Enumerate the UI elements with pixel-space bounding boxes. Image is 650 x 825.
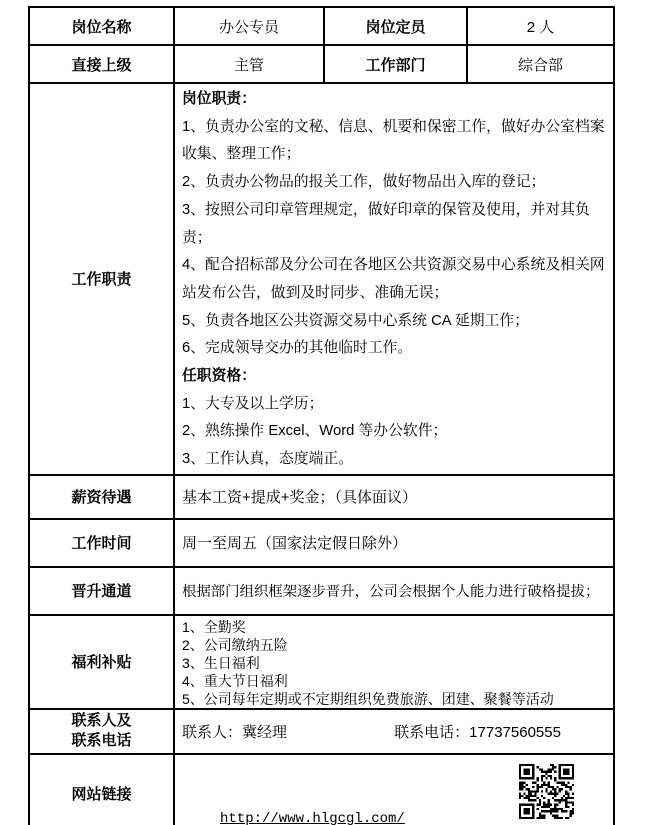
responsibility-item: 2、负责办公物品的报关工作，做好物品出入库的登记； — [182, 174, 546, 191]
responsibilities-title: 岗位职责： — [182, 91, 256, 107]
row-duties — [29, 83, 614, 475]
website-link[interactable]: http://www.hlgcgl.com/ — [220, 810, 405, 825]
contact-person: 联系人：冀经理 — [182, 723, 288, 741]
responsibility-item: 1、负责办公室的文秘、信息、机要和保密工作，做好办公室档案收集、整理工作； — [182, 118, 605, 163]
position-name-value: 办公专员 — [174, 7, 324, 45]
duties-content — [174, 83, 614, 475]
supervisor-label: 直接上级 — [29, 45, 174, 83]
row-contact — [29, 709, 614, 754]
benefits-content — [174, 615, 614, 709]
row-benefits — [29, 615, 614, 709]
salary-value: 基本工资+提成+奖金；（具体面议） — [174, 475, 614, 519]
benefit-item: 3、生日福利 — [182, 654, 260, 671]
contact-label-line1: 联系人及 — [71, 712, 132, 730]
website-label: 网站链接 — [29, 754, 174, 825]
contact-phone: 联系电话：17737560555 — [394, 723, 561, 741]
row-promotion — [29, 567, 614, 615]
row-salary — [29, 475, 614, 519]
qualifications-title: 任职资格： — [182, 368, 256, 385]
qr-code-icon — [519, 764, 574, 819]
responsibility-item: 3、按照公司印章管理规定，做好印章的保管及使用，并对其负责； — [182, 201, 590, 246]
position-name-label: 岗位名称 — [29, 7, 174, 45]
promotion-value: 根据部门组织框架逐步晋升，公司会根据个人能力进行破格提拔； — [174, 567, 614, 615]
headcount-value: 2 人 — [467, 7, 614, 45]
benefits-label: 福利补贴 — [29, 615, 174, 709]
benefit-item: 5、公司每年定期或不定期组织免费旅游、团建、聚餐等活动 — [182, 690, 554, 707]
headcount-label: 岗位定员 — [324, 7, 467, 45]
duties-label: 工作职责 — [29, 83, 174, 475]
benefit-item: 4、重大节日福利 — [182, 672, 288, 689]
department-value: 综合部 — [467, 45, 614, 83]
row-work-time — [29, 519, 614, 567]
qualification-item: 1、大专及以上学历； — [182, 395, 324, 412]
benefit-item: 1、全勤奖 — [182, 618, 246, 635]
contact-content — [174, 709, 614, 754]
row-position — [29, 7, 614, 45]
contact-label-line2: 联系电话 — [71, 732, 132, 750]
responsibility-item: 4、配合招标部及分公司在各地区公共资源交易中心系统及相关网站发布公告，做到及时同步、准确无误； — [182, 257, 605, 301]
responsibility-item: 5、负责各地区公共资源交易中心系统 CA 延期工作； — [182, 312, 529, 329]
benefit-item: 2、公司缴纳五险 — [182, 636, 288, 653]
supervisor-value: 主管 — [174, 45, 324, 83]
contact-label — [29, 709, 174, 754]
job-posting-table — [28, 6, 615, 825]
row-supervisor — [29, 45, 614, 83]
row-website — [29, 754, 614, 825]
salary-label: 薪资待遇 — [29, 475, 174, 519]
work-time-label: 工作时间 — [29, 519, 174, 567]
responsibility-item: 6、完成领导交办的其他临时工作。 — [182, 340, 413, 357]
department-label: 工作部门 — [324, 45, 467, 83]
promotion-label: 晋升通道 — [29, 567, 174, 615]
website-content — [174, 754, 614, 825]
qualification-item: 2、熟练操作 Excel、Word 等办公软件； — [182, 423, 448, 440]
qualification-item: 3、工作认真，态度端正。 — [182, 451, 353, 468]
work-time-value: 周一至周五（国家法定假日除外） — [174, 519, 614, 567]
